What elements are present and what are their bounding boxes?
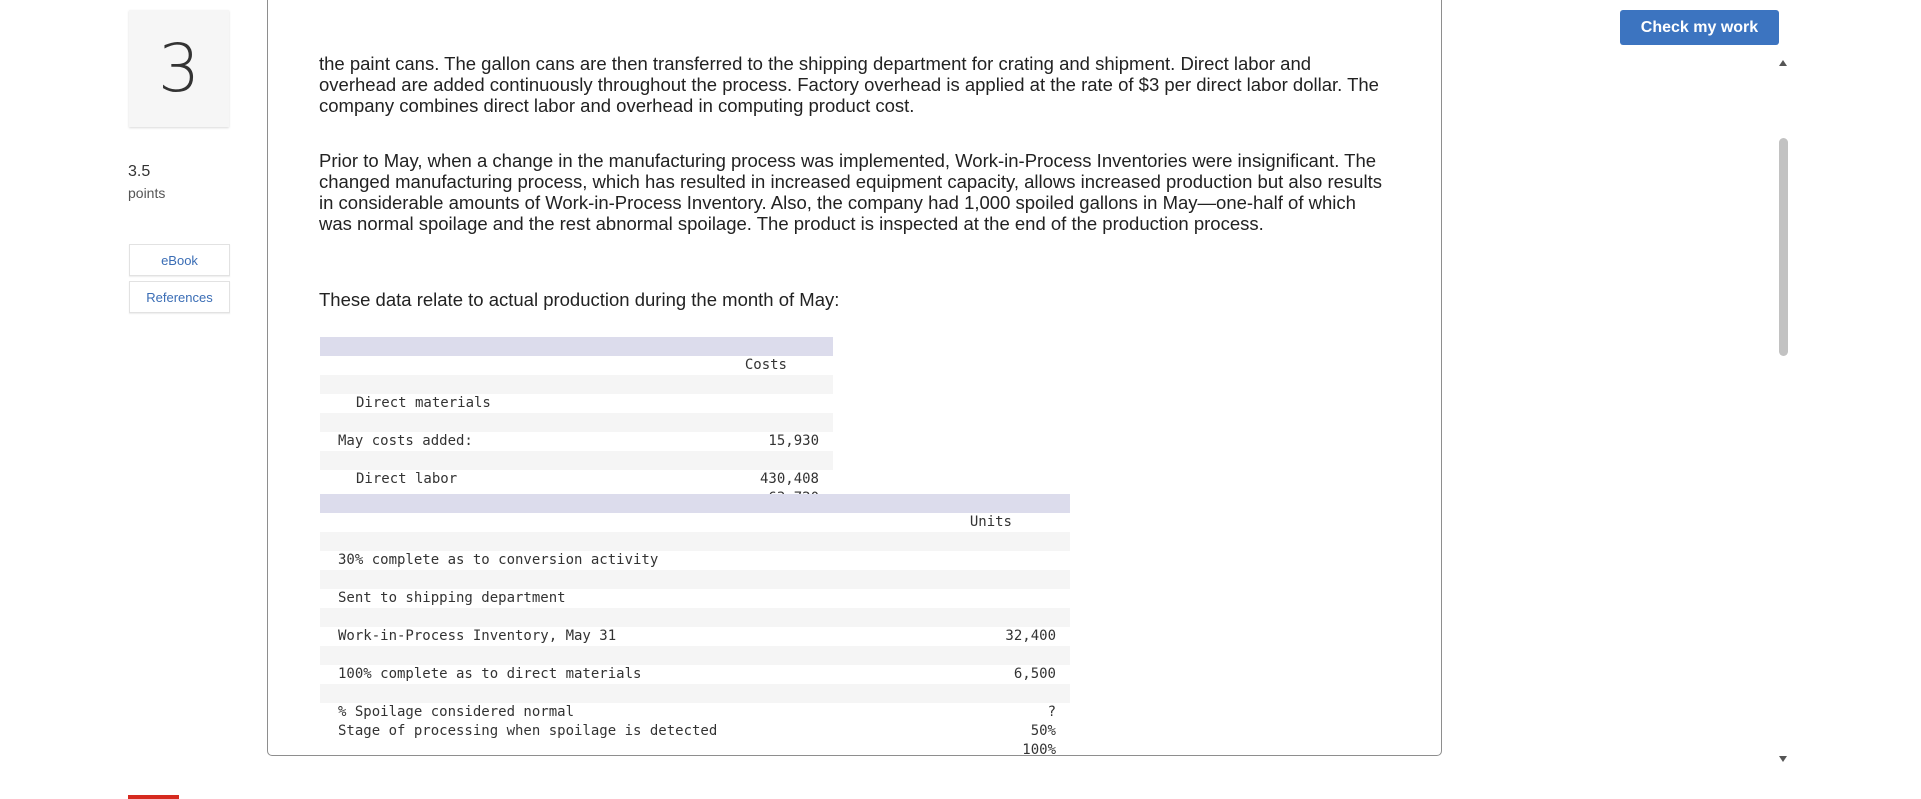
row-value: 100%: [1022, 742, 1056, 758]
table-row: [320, 513, 1070, 532]
row-label: May costs added:: [338, 433, 473, 449]
scroll-down-arrow-icon[interactable]: [1779, 756, 1787, 762]
row-label: % Spoilage considered normal: [338, 704, 575, 720]
row-value: 6,500: [1013, 666, 1056, 682]
paragraph-process: the paint cans. The gallon cans are then transferred to the shipping department for crating and shipment. Direct labor and overhead are added continuously throughout the process. Factory overhead is applied at the rate of $3 per direct labor dollar. The company combines direct labor and overhead in computing product cost.: [319, 53, 1379, 116]
costs-header: Costs: [744, 357, 787, 373]
units-header: Units: [969, 514, 1012, 530]
points-label: points: [128, 185, 166, 201]
ebook-button[interactable]: eBook: [129, 244, 230, 276]
units-table: [320, 494, 1070, 758]
table-row: [320, 532, 1070, 568]
scrollbar-thumb[interactable]: [1779, 138, 1788, 356]
table-row: [320, 570, 1070, 606]
row-label: Stage of processing when spoilage is detected: [338, 723, 718, 739]
table-row: [320, 356, 833, 375]
row-label: 30% complete as to conversion activity: [338, 552, 659, 568]
row-value: 430,408: [759, 471, 819, 487]
table-row: [320, 551, 1070, 570]
row-value: 50%: [1030, 723, 1056, 739]
table-row: [320, 375, 833, 411]
row-value: 32,400: [1005, 628, 1056, 644]
row-label: Direct materials: [356, 395, 491, 411]
row-label: 100% complete as to direct materials: [338, 666, 642, 682]
question-number: 3: [158, 30, 200, 107]
paragraph-background: Prior to May, when a change in the manufacturing process was implemented, Work-in-Process Inventories were insignificant. The changed manufacturing process, which has resulted in increased equipment capacity, allows increased production but also results in considerable amounts of Work-in-Process Inventory. Also, the company had 1,000 spoiled gallons in May—one-half of which was normal spoilage and the rest abnormal spoilage. The product is inspected at the end of the production process.: [319, 150, 1382, 234]
row-value: 15,930: [768, 433, 819, 449]
table-header: [320, 337, 833, 373]
progress-indicator: [128, 795, 179, 799]
paragraph-intro: These data relate to actual production during the month of May:: [319, 289, 840, 310]
row-label: Direct labor: [356, 471, 458, 487]
scroll-up-arrow-icon[interactable]: [1779, 60, 1787, 66]
table-header: [320, 494, 1070, 530]
row-value: ?: [1047, 704, 1056, 720]
references-button[interactable]: References: [129, 281, 230, 313]
points-value: 3.5: [128, 163, 151, 180]
costs-table: [320, 337, 833, 487]
check-my-work-button[interactable]: Check my work: [1620, 10, 1779, 45]
question-number-card: [129, 10, 229, 127]
row-label: Work-in-Process Inventory, May 31: [338, 628, 617, 644]
row-label: Sent to shipping department: [338, 590, 566, 606]
